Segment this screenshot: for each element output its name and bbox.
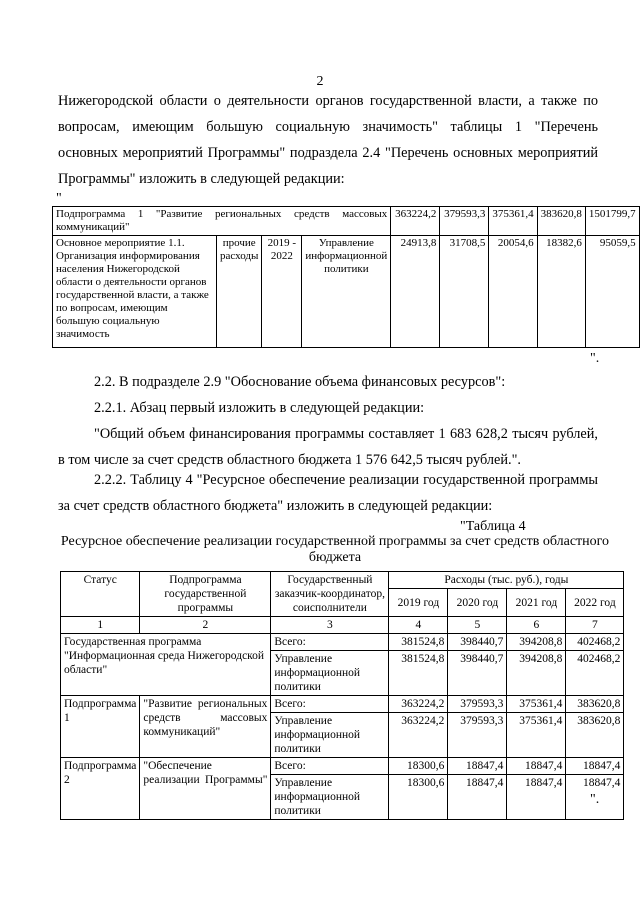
table-row (53, 236, 640, 348)
table-cell: 394208,8 (507, 651, 566, 696)
column-number: 2 (140, 617, 271, 634)
page-number: 2 (316, 74, 324, 89)
table-cell: 402468,2 (566, 634, 624, 651)
header-expenses: Расходы (тыс. руб.), годы (389, 572, 624, 589)
table-cell: 18300,6 (389, 775, 448, 820)
close-quote: ". (590, 351, 600, 366)
paragraph-2-2: 2.2. В подразделе 2.9 "Обоснование объема финансовых ресурсов": (94, 374, 506, 390)
table-cell: 363224,2 (389, 696, 448, 713)
coordinator-cell: Всего: (271, 634, 389, 651)
table-cell: 383620,8 (566, 696, 624, 713)
table-cell: 379593,3 (440, 207, 489, 236)
table-cell: 383620,8 (537, 207, 585, 236)
table-cell: 381524,8 (389, 634, 448, 651)
column-numbers-row (61, 617, 624, 634)
open-quote: " (56, 191, 62, 206)
table-row (53, 207, 640, 236)
coordinator-cell: Управление информационной политики (271, 775, 389, 820)
column-number: 1 (61, 617, 140, 634)
table-cell: 18847,4 (566, 775, 624, 820)
table-cell: 379593,3 (448, 713, 507, 758)
table4-label: "Таблица 4 (460, 519, 526, 534)
header-year: 2019 год (389, 589, 448, 617)
paragraph-total-funding: "Общий объем финансирования программы составляет 1 683 628,2 тысяч рублей, в том числе за счет средств областного бюджета 1 576 642,5 тысяч рублей.". (58, 426, 598, 468)
paragraph-intro: Нижегородской области о деятельности органов государственной власти, а также по вопросам, имеющим большую социальную значимость" таблицы 1 "Перечень основных мероприятий Программы" подраздела 2.4 "Перечень основных мероприятий Программы" изложить в следующей редакции: (58, 93, 598, 187)
resources-table (60, 571, 624, 820)
subprogram-status: Подпрограмма 2 (61, 758, 140, 820)
table-cell: 398440,7 (448, 634, 507, 651)
coordinator-cell: Всего: (271, 696, 389, 713)
table-cell: 18847,4 (566, 758, 624, 775)
coordinator-cell: Всего: (271, 758, 389, 775)
table-cell: 375361,4 (507, 713, 566, 758)
column-number: 4 (389, 617, 448, 634)
table-cell: 363224,2 (391, 207, 440, 236)
table-row (61, 696, 624, 713)
period: 2019 - 2022 (262, 236, 302, 348)
coordinator-cell: Управление информационной политики (271, 713, 389, 758)
table-cell: 95059,5 (585, 236, 639, 348)
table-row (61, 758, 624, 775)
coordinator-cell: Управление информационной политики (271, 651, 389, 696)
table-cell: 18300,6 (389, 758, 448, 775)
header-status: Статус (61, 572, 140, 617)
table-cell: 375361,4 (507, 696, 566, 713)
header-year: 2020 год (448, 589, 507, 617)
paragraph-2-2-2: 2.2.2. Таблицу 4 "Ресурсное обеспечение реализации государственной программы за счет средств областного бюджета" изложить в следующей редакции: (58, 472, 598, 514)
close-quote-final: ". (590, 792, 600, 807)
subprogram1-label: Подпрограмма 1 "Развитие региональных средств массовых коммуникаций" (53, 207, 391, 236)
table-cell: 398440,7 (448, 651, 507, 696)
table-cell: 18847,4 (507, 775, 566, 820)
header-coordinator: Государственный заказчик-координатор, соисполнители (271, 572, 389, 617)
activities-table (52, 206, 640, 348)
header-subprogram: Подпрограмма государственной программы (140, 572, 271, 617)
table-cell: 20054,6 (489, 236, 537, 348)
table-cell: 1501799,7 (585, 207, 639, 236)
executor: Управление информационной политики (302, 236, 391, 348)
paragraph-2-2-1: 2.2.1. Абзац первый изложить в следующей редакции: (94, 400, 425, 416)
table-cell: 379593,3 (448, 696, 507, 713)
expense-type: прочие расходы (217, 236, 262, 348)
table-cell: 31708,5 (440, 236, 489, 348)
subprogram-name: "Развитие региональных средств массовых коммуникаций" (140, 696, 271, 758)
subprogram-name: "Обеспечение реализации Программы" (140, 758, 271, 820)
header-year: 2022 год (566, 589, 624, 617)
table-cell: 402468,2 (566, 651, 624, 696)
column-number: 5 (448, 617, 507, 634)
table-cell: 381524,8 (389, 651, 448, 696)
subprogram-status: Подпрограмма 1 (61, 696, 140, 758)
table-row (61, 634, 624, 651)
table-cell: 18847,4 (448, 775, 507, 820)
table-cell: 24913,8 (391, 236, 440, 348)
table4-caption: Ресурсное обеспечение реализации государственной программы за счет средств областного бюджета (60, 534, 610, 565)
header-year: 2021 год (507, 589, 566, 617)
table-cell: 18847,4 (507, 758, 566, 775)
column-number: 3 (271, 617, 389, 634)
column-number: 6 (507, 617, 566, 634)
state-program-name: Государственная программа "Информационная среда Нижегородской области" (61, 634, 271, 696)
table-cell: 394208,8 (507, 634, 566, 651)
activity-label: Основное мероприятие 1.1. Организация информирования населения Нижегородской области о деятельности органов государственной власти, а также по вопросам, имеющим большую социальную значимость (53, 236, 217, 348)
table-cell: 18847,4 (448, 758, 507, 775)
table-cell: 363224,2 (389, 713, 448, 758)
table-cell: 383620,8 (566, 713, 624, 758)
table-cell: 18382,6 (537, 236, 585, 348)
column-number: 7 (566, 617, 624, 634)
table-cell: 375361,4 (489, 207, 537, 236)
header-row (61, 572, 624, 589)
